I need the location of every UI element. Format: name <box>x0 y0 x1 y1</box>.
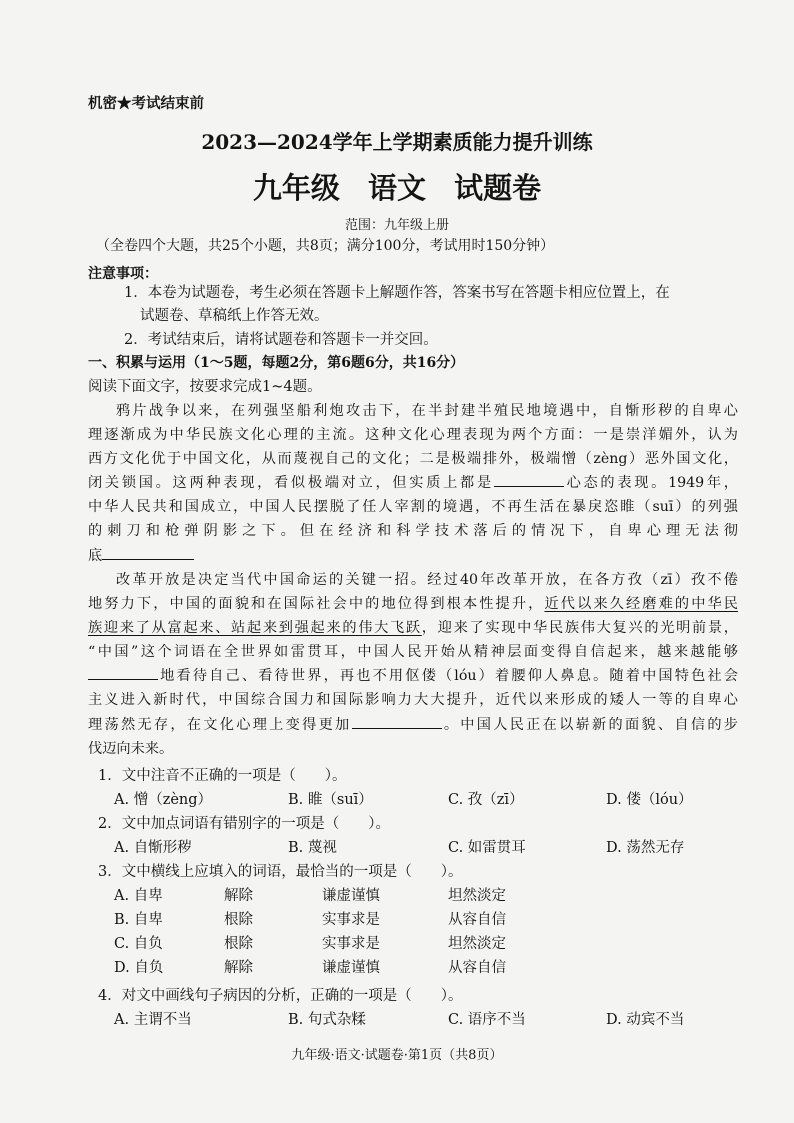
q1-option-b[interactable]: B. 睢（suī） <box>288 792 373 808</box>
q3-c-word-2: 根除 <box>224 936 253 952</box>
question-1: 1．文中注音不正确的一项是（ ）。 <box>98 768 347 784</box>
passage-line: 改革开放是决定当代中国命运的关键一招。经过40年改革开放，在各方孜（zī）孜不倦 <box>116 572 738 588</box>
q1-option-d[interactable]: D. 偻（lóu） <box>606 792 693 808</box>
passage-line: 理逐渐成为中华民族文化心理的主流。这种文化心理表现为两个方面：一是崇洋媚外，认为 <box>88 427 738 444</box>
passage-paragraph-1 <box>88 399 738 568</box>
exam-subtitle: 九年级 语文 试题卷 <box>252 171 542 205</box>
notice-item-1: 1．本卷为试题卷，考生必须在答题卡上解题作答，答案书写在答题卡相应位置上，在 <box>124 285 670 301</box>
q1-option-a[interactable]: A. 憎（zèng） <box>114 792 213 808</box>
q3-b-word-2: 根除 <box>224 912 253 928</box>
q1-option-c[interactable]: C. 孜（zī） <box>448 792 524 808</box>
q4-option-a[interactable]: A. 主谓不当 <box>114 1012 192 1028</box>
q3-a-word-1: A. 自卑 <box>114 888 163 904</box>
passage-line: 地努力下，中国的面貌和在国际社会中的地位得到根本性提升，近代以来久经磨难的中华民 <box>88 596 738 613</box>
question-3: 3．文中横线上应填入的词语，最恰当的一项是（ ）。 <box>98 864 463 880</box>
passage-paragraph-2 <box>88 568 738 761</box>
q3-d-word-1: D. 自负 <box>114 960 164 976</box>
q2-option-b[interactable]: B. 蔑视 <box>288 840 337 856</box>
passage-line: 地看待自己、看待世界，再也不用伛偻（lóu）着腰仰人鼻息。随着中国特色社会 <box>88 664 738 688</box>
notice-item-2: 2．考试结束后，请将试题卷和答题卡一并交回。 <box>124 332 438 348</box>
question-2: 2．文中加点词语有错别字的一项是（ ）。 <box>98 816 390 832</box>
passage-line: 底 <box>88 544 738 568</box>
confidential-label: 机密★考试结束前 <box>88 95 204 112</box>
q3-b-word-1: B. 自卑 <box>114 912 163 928</box>
fill-blank <box>494 472 564 487</box>
passage-line: 中华人民共和国成立，中国人民摆脱了任人宰割的境遇，不再生活在暴戾恣睢（suī）的列强 <box>88 499 738 516</box>
q3-c-word-1: C. 自负 <box>114 936 163 952</box>
q2-option-d[interactable]: D. 荡然无存 <box>606 840 685 856</box>
passage-line: 伐迈向未来。 <box>88 740 174 757</box>
section-title: 一、积累与运用（1～5题，每题2分，第6题6分，共16分） <box>88 355 465 371</box>
q3-c-word-3: 实事求是 <box>322 936 380 952</box>
fill-blank <box>102 545 194 560</box>
q3-a-word-2: 解除 <box>224 888 253 904</box>
q4-option-b[interactable]: B. 句式杂糅 <box>288 1012 366 1028</box>
q3-b-word-3: 实事求是 <box>322 912 380 928</box>
q3-a-word-4: 坦然淡定 <box>448 888 506 904</box>
passage-line: 主义进入新时代，中国综合国力和国际影响力大大提升，近代以来形成的矮人一等的自卑心 <box>88 692 738 709</box>
exam-range: 范围：九年级上册 <box>344 218 449 233</box>
q4-option-d[interactable]: D. 动宾不当 <box>606 1012 685 1028</box>
q3-c-word-4: 坦然淡定 <box>448 936 506 952</box>
underlined-sentence: 族迎来了从富起来、站起来到强起来的伟大飞跃 <box>88 620 422 637</box>
notice-title: 注意事项： <box>88 266 158 282</box>
notice-item-1-cont: 试题卷、草稿纸上作答无效。 <box>140 308 329 324</box>
passage-line: 鸦片战争以来，在列强坚船利炮攻击下，在半封建半殖民地境遇中，自惭形秽的自卑心 <box>116 403 738 419</box>
underlined-sentence: 近代以来久经磨难的中华民 <box>544 596 738 613</box>
fill-blank <box>88 665 158 680</box>
section-instruction: 阅读下面文字，按要求完成1~4题。 <box>88 379 322 395</box>
q3-d-word-2: 解除 <box>224 960 253 976</box>
passage-line: 族迎来了从富起来、站起来到强起来的伟大飞跃，迎来了实现中华民族伟大复兴的光明前景， <box>88 620 738 637</box>
passage-line: 的刺刀和枪弹阴影之下。但在经济和科学技术落后的情况下，自卑心理无法彻 <box>88 523 738 540</box>
exam-info: （全卷四个大题，共25个小题，共8页；满分100分，考试用时150分钟） <box>96 238 555 254</box>
q3-a-word-3: 谦虚谨慎 <box>322 888 380 904</box>
exam-title: 2023—2024学年上学期素质能力提升训练 <box>201 130 593 154</box>
passage-line: “中国”这个词语在全世界如雷贯耳，中国人民开始从精神层面变得自信起来，越来越能够 <box>88 644 738 661</box>
question-4: 4．对文中画线句子病因的分析，正确的一项是（ ）。 <box>98 988 463 1004</box>
q3-d-word-3: 谦虚谨慎 <box>322 960 380 976</box>
page-footer: 九年级·语文·试题卷·第1页（共8页） <box>291 1048 503 1063</box>
q2-option-a[interactable]: A. 自惭形秽 <box>114 840 192 856</box>
passage-line: 理荡然无存，在文化心理上变得更加 。中国人民正在以崭新的面貌、自信的步 <box>88 713 738 737</box>
fill-blank <box>352 714 442 729</box>
q2-option-c[interactable]: C. 如雷贯耳 <box>448 840 526 856</box>
passage-line: 西方文化优于中国文化，从而蔑视自己的文化；二是极端排外，极端憎（zèng）恶外国文化， <box>88 451 738 468</box>
q3-b-word-4: 从容自信 <box>448 912 506 928</box>
passage-line: 闭关锁国。这两种表现，看似极端对立，但实质上都是 心态的表现。1949年， <box>88 471 738 495</box>
q4-option-c[interactable]: C. 语序不当 <box>448 1012 526 1028</box>
q3-d-word-4: 从容自信 <box>448 960 506 976</box>
